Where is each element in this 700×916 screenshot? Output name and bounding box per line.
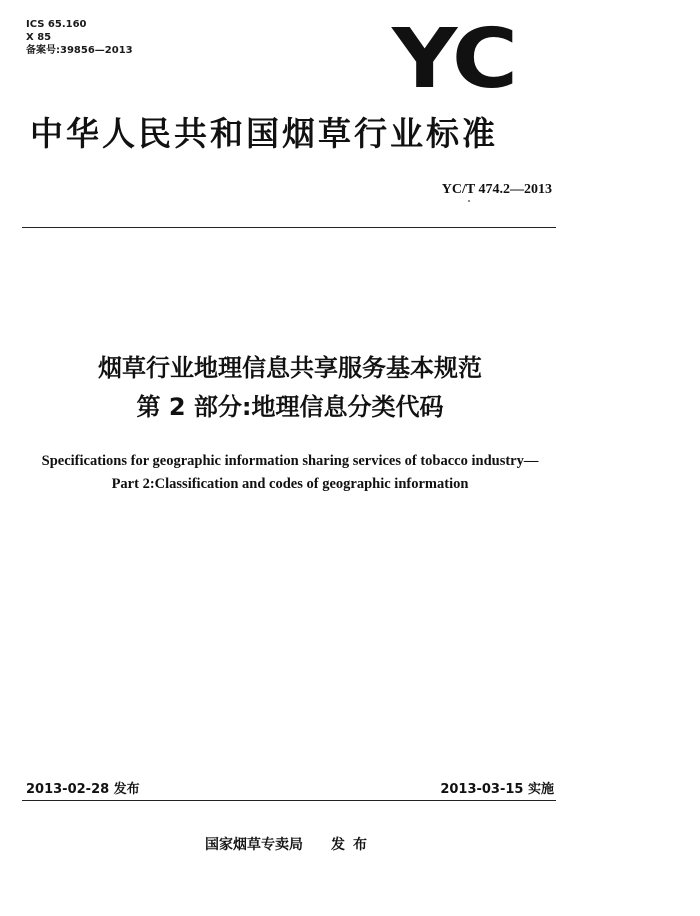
- issue-date: 2013-02-28 发布: [26, 782, 140, 797]
- standard-category-title: 中华人民共和国烟草行业标准: [30, 114, 498, 153]
- yc-logo: YC: [392, 12, 516, 107]
- ics-code: ICS 65.160: [26, 19, 87, 30]
- standard-code: YC/T 474.2—2013: [441, 182, 552, 197]
- title-english-line-2: Part 2:Classification and codes of geographic information: [111, 476, 469, 492]
- footer-divider: [22, 800, 556, 801]
- publisher-line: [0, 834, 580, 854]
- publisher-action: 发布: [331, 837, 375, 853]
- title-english-line-1: Specifications for geographic information sharing services of tobacco industry—: [41, 453, 539, 469]
- title-chinese-line-2: 第 2 部分:地理信息分类代码: [136, 393, 444, 421]
- title-chinese-line-1: 烟草行业地理信息共享服务基本规范: [98, 354, 482, 382]
- implementation-date: 2013-03-15 实施: [440, 782, 554, 797]
- header-divider: [22, 227, 556, 228]
- classification-code: X 85: [26, 32, 52, 43]
- publisher-name: 国家烟草专卖局: [205, 837, 303, 853]
- metadata-block: [26, 18, 133, 57]
- scan-speck: [468, 200, 470, 202]
- record-number: 备案号:39856—2013: [26, 45, 133, 56]
